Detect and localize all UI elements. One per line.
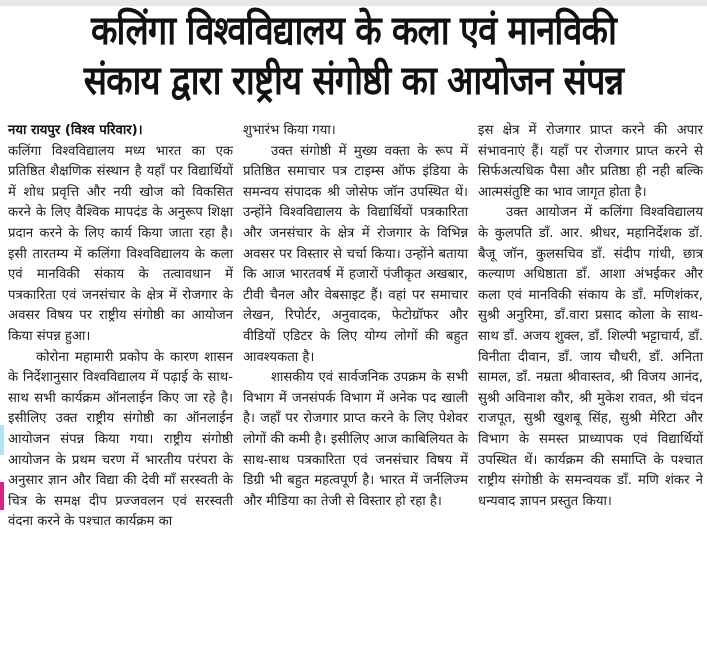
- paragraph: उक्त संगोष्ठी में मुख्य वक्ता के रूप में प्रतिष्ठित समाचार पत्र टाइम्स ऑफ इंडिया के समन्वय संपादक श्री जोसेफ जॉन उपस्थित थें। उन्होंने विश्वविद्यालय के विद्यार्थियों पत्रकारिता और जनसंचार के क्षेत्र में रोजगार के विभिन्न अवसर पर विस्तार से चर्चा किया। उन्होंने बताया कि आज भारतवर्ष में हजारों पंजीकृत अखबार, टीवी चैनल और वेबसाइट हैं। वहां पर समाचार लेखन, रिपोर्टर, अनुवादक, फेटोग्रॉफर और वीडियों एडिटर के लिए योग्य लोगों की बहुत आवश्यकता है।: [243, 143, 468, 365]
- edge-marker-pink: [0, 482, 4, 510]
- paragraph: शुभारंभ किया गया।: [243, 123, 336, 138]
- paragraph: इस क्षेत्र में रोजगार प्राप्त करने की अपार संभावनाएं हैं। यहाँ पर रोजगार प्राप्त करने से सिर्फअत्यधिक पैसा और प्रतिष्ठा ही नही बल्कि आत्मसंतुष्टि का भाव जागृत होता है।: [478, 123, 703, 200]
- dateline-paragraph: [8, 121, 233, 348]
- headline-line-2: संकाय द्वारा राष्ट्रीय संगोष्ठी का आयोजन संपन्न: [83, 58, 624, 104]
- paragraph: कोरोना महामारी प्रकोप के कारण शासन के निर्देशानुसार विश्वविद्यालय में पढ़ाई के साथ-साथ सभी कार्यक्रम ऑनलाईन किए जा रहे है। इसीलिए उक्त राष्ट्रीय संगोष्ठी का ऑनलाईन आयोजन संपन्न किया गया। राष्ट्रीय संगोष्ठी आयोजन के प्रथम चरण में भारतीय परंपरा के अनुसार ज्ञान और विद्या की देवी माँ सरस्वती के चित्र के समक्ष दीप प्रज्जवलन एवं सरस्वती वंदना करने के पश्चात कार्यक्रम का: [8, 349, 233, 530]
- paragraph: उक्त आयोजन में कलिंगा विश्वविद्यालय के कुलपति डॉं. आर. श्रीधर, महानिर्देशक डॉ. बैजू जॉन, कुलसचिव डॉं. संदीप गांधी, छात्र कल्याण अधिष्ठाता डॉं. आशा अंभईकर और कला एवं मानविकी संकाय के डॉं. मणिशंकर, सुश्री अनुरिमा, डॉं.वारा प्रसाद कोला के साथ-साथ डॉं. अजय शुक्ल, डॉं. शिल्पी भट्टाचार्य, डॉं. विनीता दीवान, डॉं. जाय चौधरी, डॉं. अनिता सामल, डॉं. नम्रता श्रीवास्तव, श्री विजय आनंद, सुश्री अविनाश कौर, श्री मुकेश रावत, श्री चंदन राजपूत, सुश्री खुशबू सिंह, सुश्री मेरिटा और विभाग के समस्त प्राध्यापक एवं विद्यार्थियों उपस्थित थें। कार्यक्रम की समाप्ति के पश्चात राष्ट्रीय संगोष्ठी के समन्वयक डॉं. मणि शंकर ने धन्यवाद ज्ञापन प्रस्तुत किया।: [478, 205, 703, 509]
- column-1: [8, 121, 233, 656]
- headline: [0, 6, 707, 106]
- edge-marker-cyan: [0, 425, 4, 455]
- column-2: [243, 121, 468, 656]
- column-3: [478, 121, 703, 656]
- article-body: [8, 121, 704, 656]
- paragraph: शासकीय एवं सार्वजनिक उपक्रम के सभी विभाग में जनसंपर्क विभाग में अनेक पद खाली है। जहाँ पर रोजगार प्राप्त करने के लिए पेशेवर लोगों की कमी है। इसीलिए आज काबिलियत के साथ-साथ पत्रकारिता एवं जनसंचार विषय में डिग्री भी बहुत महत्वपूर्ण है। भारत में जर्नलिज्म और मीडिया का तेजी से विस्तार हो रहा है।: [243, 370, 468, 509]
- paragraph: कलिंगा विश्वविद्यालय मध्य भारत का एक प्रतिष्ठित शैक्षणिक संस्थान है यहाँ पर विद्यार्थियों में शोध प्रवृत्ति और नयी खोज को विकसित करने के लिए वैश्विक मापदंड के अनुरूप शिक्षा प्रदान करने के लिए कार्य किया जाता रहा है। इसी तारतम्य में कलिंगा विश्वविद्यालय के कला एवं मानविकी संकाय के तत्वावधान में पत्रकारिता एवं जनसंचार के क्षेत्र में रोजगार के अवसर विषय पर राष्ट्रीय संगोष्ठी का आयोजन किया संपन्न हुआ।: [8, 143, 233, 344]
- dateline: नया रायपुर (विश्व परिवार)।: [8, 123, 143, 138]
- headline-line-1: कलिंगा विश्वविद्यालय के कला एवं मानविकी: [90, 8, 617, 54]
